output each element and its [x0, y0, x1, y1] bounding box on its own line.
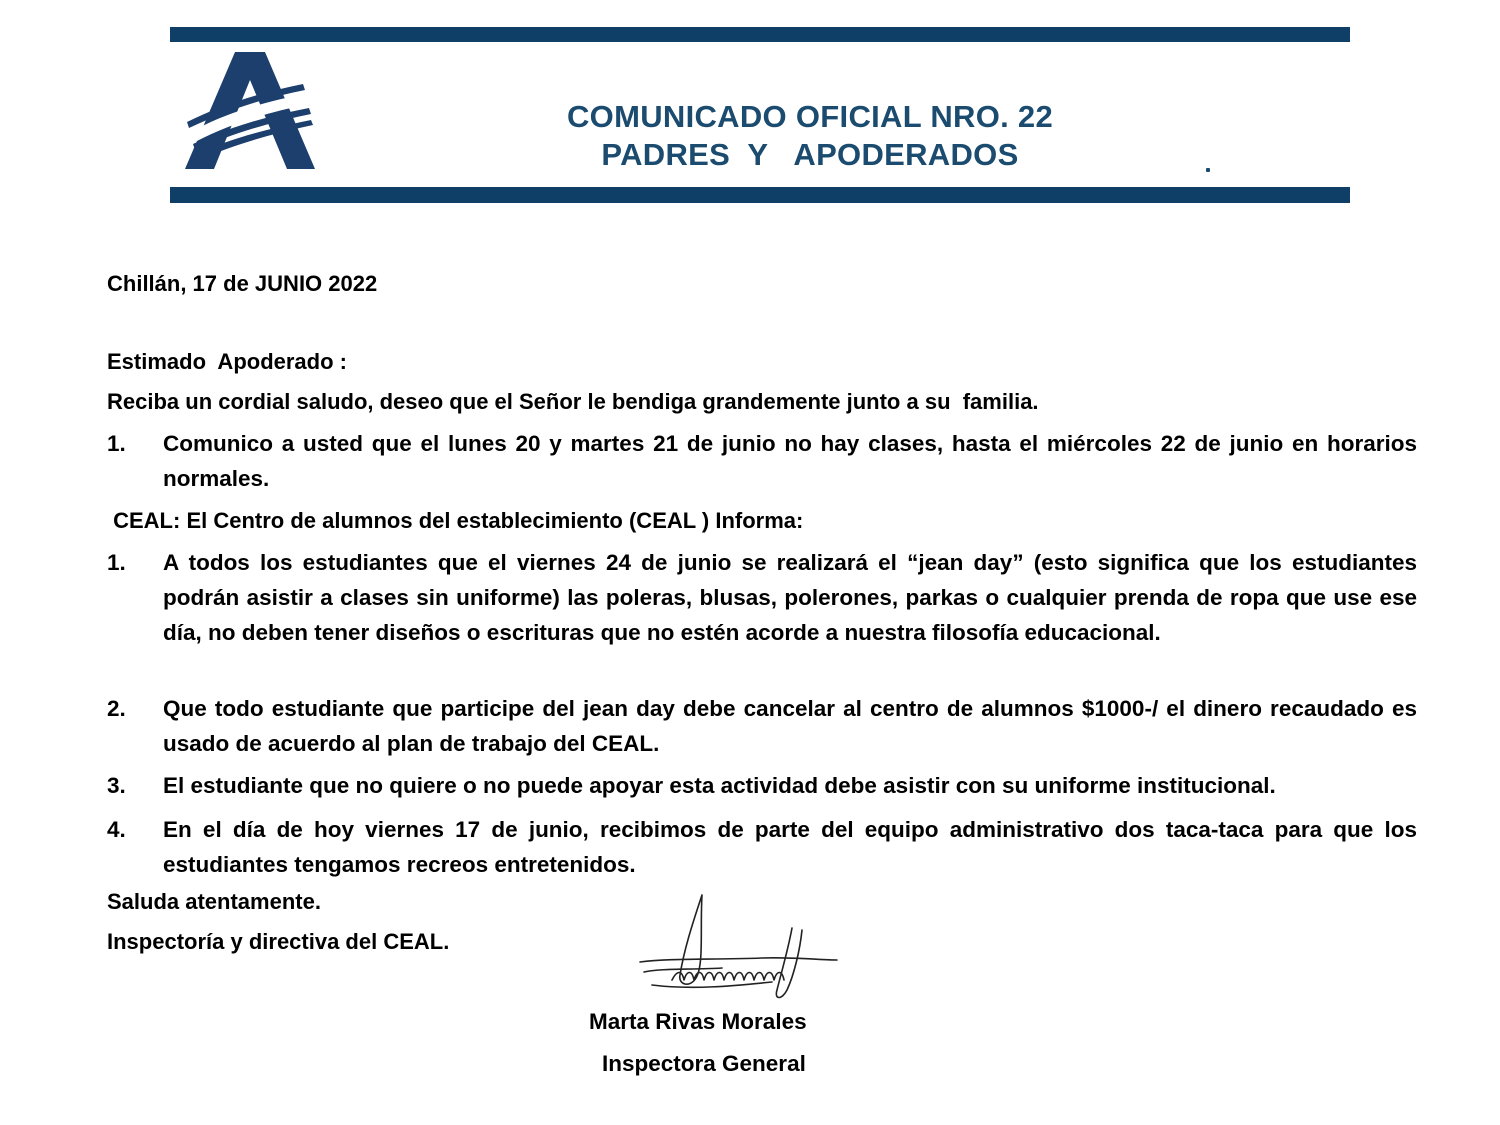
sender: Inspectoría y directiva del CEAL. [107, 929, 450, 954]
item-number: 1. [107, 550, 126, 575]
closing: Saluda atentamente. [107, 889, 321, 914]
greeting: Reciba un cordial saludo, deseo que el Señor le bendiga grandemente junto a su familia. [107, 389, 1039, 414]
signatory-role: Inspectora General [602, 1051, 806, 1076]
item-text: Comunico a usted que el lunes 20 y martes 21 de junio no hay clases, hasta el miércoles 22 de junio en horarios normales. [163, 431, 1417, 491]
item-text: En el día de hoy viernes 17 de junio, recibimos de parte del equipo administrativo dos taca-taca para que los estudiantes tengamos recreos entretenidos. [163, 817, 1417, 877]
list-item [107, 812, 1417, 882]
signatory-name: Marta Rivas Morales [589, 1009, 807, 1034]
item-number: 3. [107, 773, 126, 798]
item-number: 2. [107, 696, 126, 721]
list-item [107, 426, 1417, 496]
list-item [107, 768, 1417, 803]
decorative-mark [1206, 168, 1210, 172]
communique-title [470, 98, 1150, 174]
item-number: 1. [107, 431, 126, 456]
header-bottom-bar [170, 187, 1350, 203]
item-text: Que todo estudiante que participe del jean day debe cancelar al centro de alumnos $1000-/ el dinero recaudado es usado de acuerdo al plan de trabajo del CEAL. [163, 696, 1417, 756]
header-top-bar [170, 27, 1350, 42]
salutation: Estimado Apoderado : [107, 349, 347, 374]
school-logo-icon [183, 52, 318, 170]
item-text: A todos los estudiantes que el viernes 24 de junio se realizará el “jean day” (esto significa que los estudiantes podrán asistir a clases sin uniforme) las poleras, blusas, polerones, parkas o cualquier prenda de ropa que use ese día, no deben tener diseños o escrituras que no estén acorde a nuestra filosofía educacional. [163, 550, 1417, 645]
item-number: 4. [107, 817, 126, 842]
place-date: Chillán, 17 de JUNIO 2022 [107, 271, 378, 296]
list-item [107, 545, 1417, 650]
list-item [107, 691, 1417, 761]
title-line-1: COMUNICADO OFICIAL NRO. 22 [566, 99, 1054, 134]
ceal-intro: CEAL: El Centro de alumnos del establecimiento (CEAL ) Informa: [107, 508, 804, 533]
item-text: El estudiante que no quiere o no puede apoyar esta actividad debe asistir con su uniforme institucional. [163, 773, 1276, 798]
signature-icon [632, 890, 842, 1005]
title-line-2: PADRES Y APODERADOS [601, 137, 1019, 172]
